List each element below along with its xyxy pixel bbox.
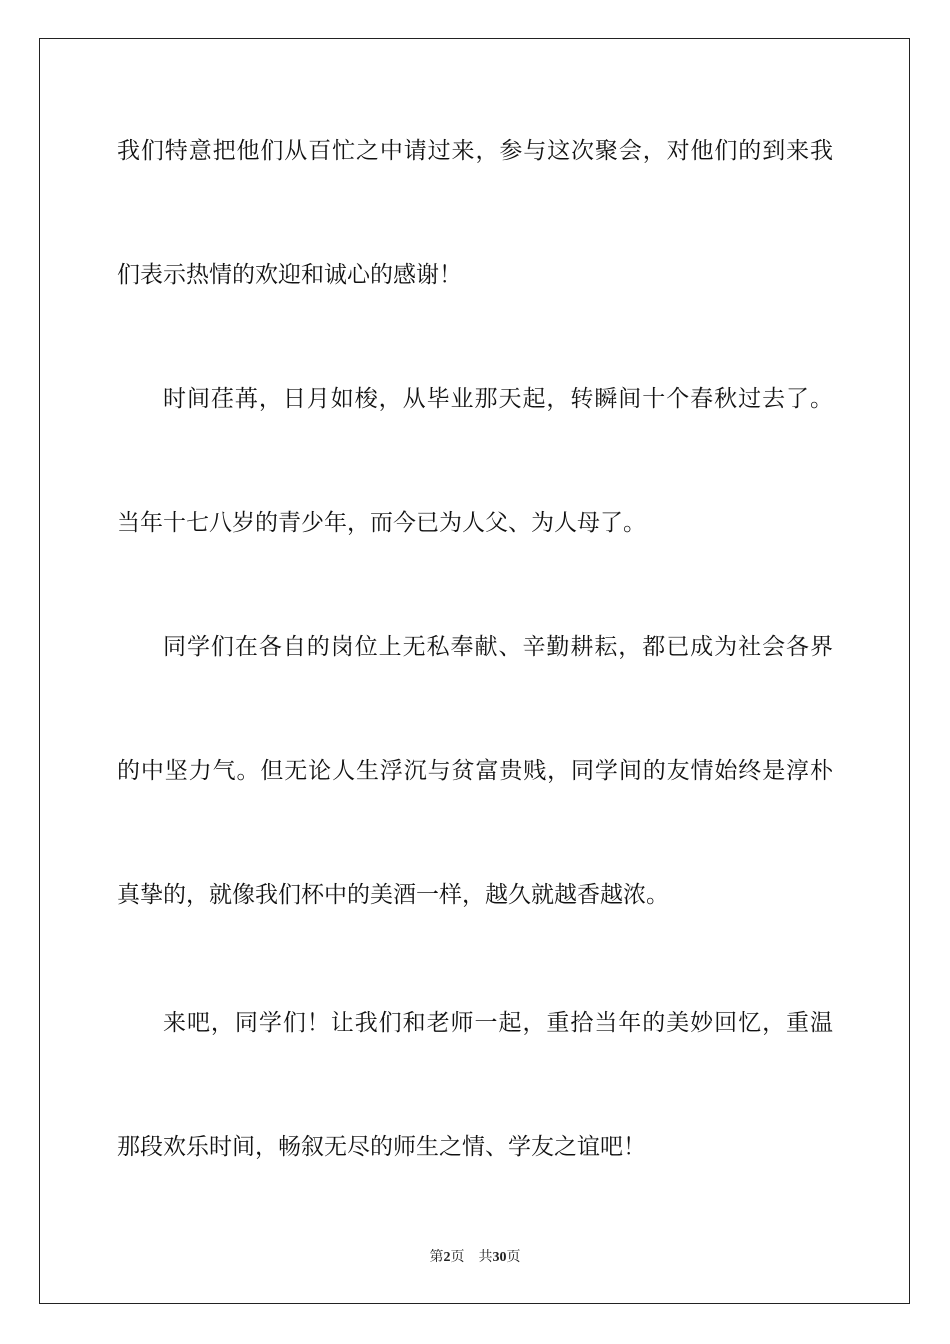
paragraph-3-line-2: 的中坚力气。但无论人生浮沉与贫富贵贱，同学间的友情始终是淳朴 bbox=[117, 758, 833, 784]
footer-total-pages: 30 bbox=[492, 1250, 507, 1265]
page-border bbox=[39, 38, 910, 1304]
footer-page-number: 2 bbox=[443, 1250, 451, 1265]
paragraph-1-line-2: 们表示热情的欢迎和诚心的感谢！ bbox=[117, 262, 462, 288]
paragraph-4-line-2: 那段欢乐时间，畅叙无尽的师生之情、学友之谊吧！ bbox=[117, 1134, 646, 1160]
paragraph-2-line-1: 时间荏苒，日月如梭，从毕业那天起，转瞬间十个春秋过去了。 bbox=[163, 386, 833, 412]
paragraph-2-line-2: 当年十七八岁的青少年，而今已为人父、为人母了。 bbox=[117, 510, 646, 536]
footer-total-prefix: 共 bbox=[478, 1249, 493, 1265]
paragraph-4-line-1: 来吧，同学们！让我们和老师一起，重拾当年的美妙回忆，重温 bbox=[163, 1010, 833, 1036]
footer-page-prefix: 第 bbox=[429, 1249, 444, 1265]
paragraph-1-line-1: 我们特意把他们从百忙之中请过来，参与这次聚会，对他们的到来我 bbox=[117, 138, 833, 164]
page-footer bbox=[0, 1248, 950, 1267]
footer-total-suffix: 页 bbox=[506, 1249, 521, 1265]
paragraph-3-line-3: 真挚的，就像我们杯中的美酒一样，越久就越香越浓。 bbox=[117, 882, 669, 908]
footer-page-suffix: 页 bbox=[450, 1249, 465, 1265]
paragraph-3-line-1: 同学们在各自的岗位上无私奉献、辛勤耕耘，都已成为社会各界 bbox=[163, 634, 833, 660]
